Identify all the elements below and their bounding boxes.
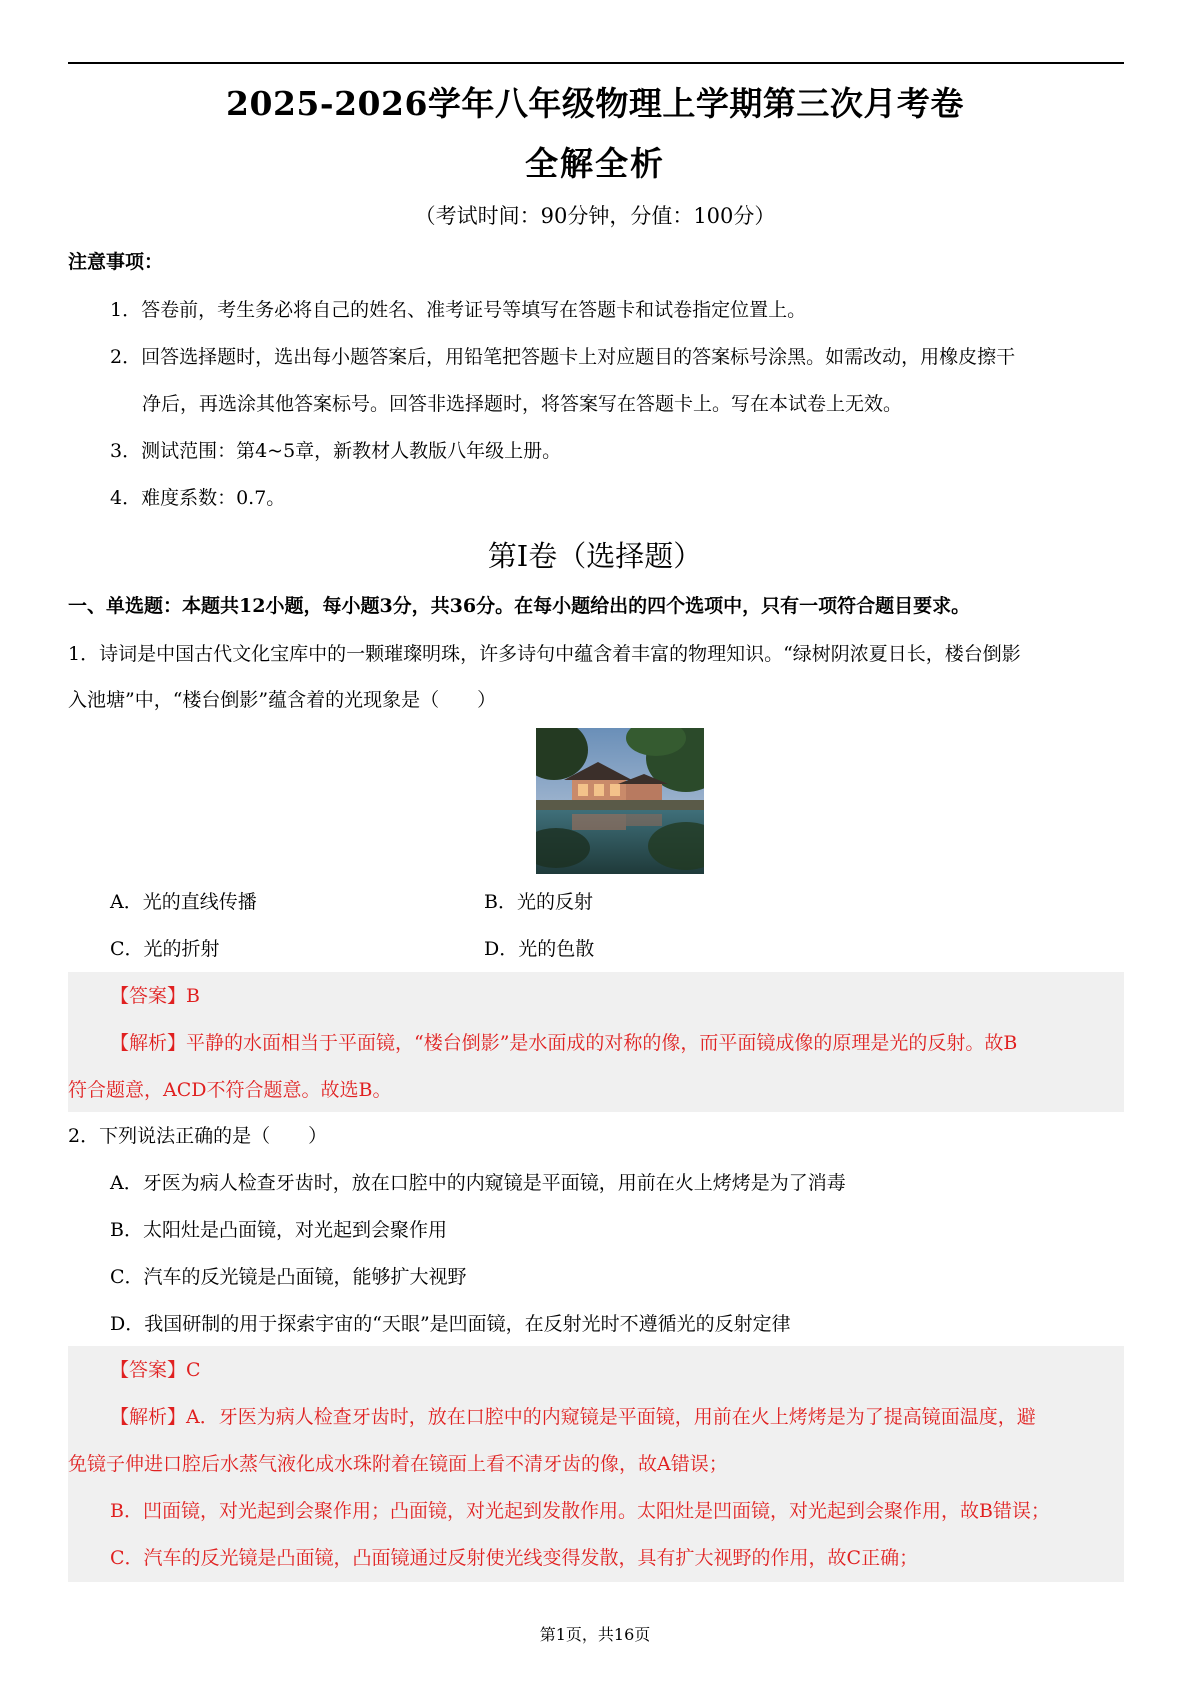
- notice-item-1: 1．答卷前，考生务必将自己的姓名、准考证号等填写在答题卡和试卷指定位置上。: [110, 299, 807, 321]
- q1-option-a: A．光的直线传播: [110, 891, 257, 913]
- q1-option-c: C．光的折射: [110, 938, 220, 960]
- q2-option-c: C．汽车的反光镜是凸面镜，能够扩大视野: [110, 1266, 467, 1288]
- q1-option-d: D．光的色散: [484, 938, 595, 960]
- pavilion-reflection-image: [536, 728, 704, 874]
- notice-item-4: 4．难度系数：0.7。: [110, 487, 286, 509]
- notice-heading: 注意事项：: [68, 251, 164, 273]
- q2-analysis-line2: 免镜子伸进口腔后水蒸气液化成水珠附着在镜面上看不清牙齿的像，故A错误；: [68, 1453, 728, 1475]
- section-title: 第Ⅰ卷（选择题）: [487, 539, 703, 573]
- q2-option-d: D．我国研制的用于探索宇宙的“天眼”是凹面镜，在反射光时不遵循光的反射定律: [110, 1313, 791, 1335]
- page-number: 第1页，共16页: [539, 1625, 651, 1644]
- q2-option-b: B．太阳灶是凸面镜，对光起到会聚作用: [110, 1219, 447, 1241]
- q1-stem-line2: 入池塘”中，“楼台倒影”蕴含着的光现象是（ ）: [68, 689, 497, 711]
- q2-analysis-line4: C．汽车的反光镜是凸面镜，凸面镜通过反射使光线变得发散，具有扩大视野的作用，故C正确；: [110, 1547, 919, 1569]
- header-rule: [68, 62, 1124, 64]
- q2-option-a: A．牙医为病人检查牙齿时，放在口腔中的内窥镜是平面镜，用前在火上烤烤是为了消毒: [110, 1172, 846, 1194]
- q1-stem-line1: 1．诗词是中国古代文化宝库中的一颗璀璨明珠，许多诗句中蕴含着丰富的物理知识。“绿树阴浓夏日长，楼台倒影: [68, 643, 1021, 665]
- q2-analysis-line3: B．凹面镜，对光起到会聚作用；凸面镜，对光起到发散作用。太阳灶是凹面镜，对光起到会聚作用，故B错误；: [110, 1500, 1050, 1522]
- section-instruction: 一、单选题：本题共12小题，每小题3分，共36分。在每小题给出的四个选项中，只有一项符合题目要求。: [68, 595, 971, 617]
- q2-analysis-line1: 【解析】A．牙医为病人检查牙齿时，放在口腔中的内窥镜是平面镜，用前在火上烤烤是为了提高镜面温度，避: [110, 1406, 1036, 1428]
- notice-item-2: 2．回答选择题时，选出每小题答案后，用铅笔把答题卡上对应题目的答案标号涂黑。如需改动，用橡皮擦干: [110, 346, 1016, 368]
- q1-answer: 【答案】B: [110, 985, 200, 1007]
- q2-answer: 【答案】C: [110, 1359, 201, 1381]
- q1-analysis-line1: 【解析】平静的水面相当于平面镜，“楼台倒影”是水面成的对称的像，而平面镜成像的原理是光的反射。故B: [110, 1032, 1018, 1054]
- notice-item-3: 3．测试范围：第4~5章，新教材人教版八年级上册。: [110, 440, 562, 462]
- q1-analysis-line2: 符合题意，ACD不符合题意。故选B。: [68, 1079, 392, 1101]
- exam-subtitle-title: 全解全析: [525, 144, 665, 183]
- exam-title: 2025-2026学年八年级物理上学期第三次月考卷: [226, 84, 964, 123]
- q2-stem: 2．下列说法正确的是（ ）: [68, 1125, 328, 1147]
- exam-info: （考试时间：90分钟，分值：100分）: [414, 204, 776, 228]
- q1-option-b: B．光的反射: [484, 891, 593, 913]
- notice-item-2-cont: 净后，再选涂其他答案标号。回答非选择题时，将答案写在答题卡上。写在本试卷上无效。: [142, 393, 903, 415]
